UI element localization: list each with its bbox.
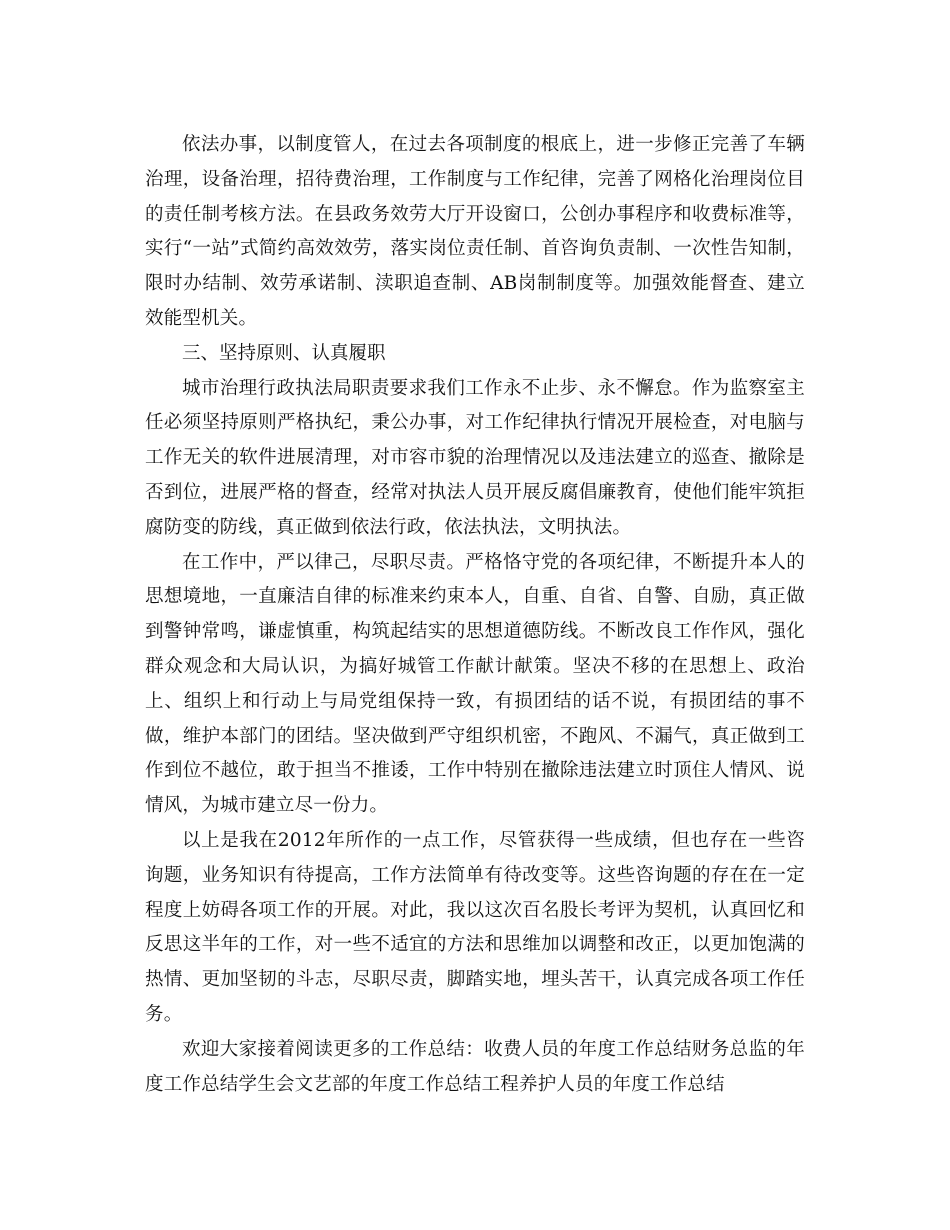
- paragraph-admin-rules: 依法办事，以制度管人，在过去各项制度的根底上，进一步修正完善了车辆治理，设备治理，招待费治理，工作制度与工作纪律，完善了网格化治理岗位目的责任制考核方法。在县政务效劳大厅开设窗口，公创办事程序和收费标准等，实行“一站”式简约高效效劳，落实岗位责任制、首咨询负责制、一次性告知制，限时办结制、效劳承诺制、渎职追查制、AB岗制制度等。加强效能督查、建立效能型机关。: [145, 134, 805, 329]
- section-heading-3: 三、坚持原则、认真履职: [182, 342, 386, 364]
- paragraph-summary: 以上是我在2012年所作的一点工作，尽管获得一些成绩，但也存在一些咨询题，业务知识有待提高，工作方法简单有待改变等。这些咨询题的存在在一定程度上妨碍各项工作的开展。对此，我以这次百名股长考评为契机，认真回忆和反思这半年的工作，对一些不适宜的方法和思维加以调整和改正，以更加饱满的热情、更加坚韧的斗志，尽职尽责，脚踏实地，埋头苦干，认真完成各项工作任务。: [145, 829, 805, 1025]
- paragraph-further-reading: 欢迎大家接着阅读更多的工作总结：收费人员的年度工作总结财务总监的年度工作总结学生会文艺部的年度工作总结工程养护人员的年度工作总结: [145, 1038, 805, 1095]
- paragraph-self-discipline: 在工作中，严以律己，尽职尽责。严格恪守党的各项纪律，不断提升本人的思想境地，一直廉洁自律的标准来约束本人，自重、自省、自警、自励，真正做到警钟常鸣，谦虚慎重，构筑起结实的思想道德防线。不断改良工作作风，强化群众观念和大局认识，为搞好城管工作献计献策。坚决不移的在思想上、政治上、组织上和行动上与局党组保持一致，有损团结的话不说，有损团结的事不做，维护本部门的团结。坚决做到严守组织机密，不跑风、不漏气，真正做到工作到位不越位，敢于担当不推诿，工作中特别在撤除违法建立时顶住人情风、说情风，为城市建立尽一份力。: [145, 551, 805, 817]
- paragraph-supervision-duties: 城市治理行政执法局职责要求我们工作永不止步、永不懈怠。作为监察室主任必须坚持原则严格执纪，秉公办事，对工作纪律执行情况开展检查，对电脑与工作无关的软件进展清理，对市容市貌的治理情况以及违法建立的巡查、撤除是否到位，进展严格的督查，经常对执法人员开展反腐倡廉教育，使他们能牢筑拒腐防变的防线，真正做到依法行政，依法执法，文明执法。: [145, 377, 805, 538]
- document-body: [145, 128, 805, 1102]
